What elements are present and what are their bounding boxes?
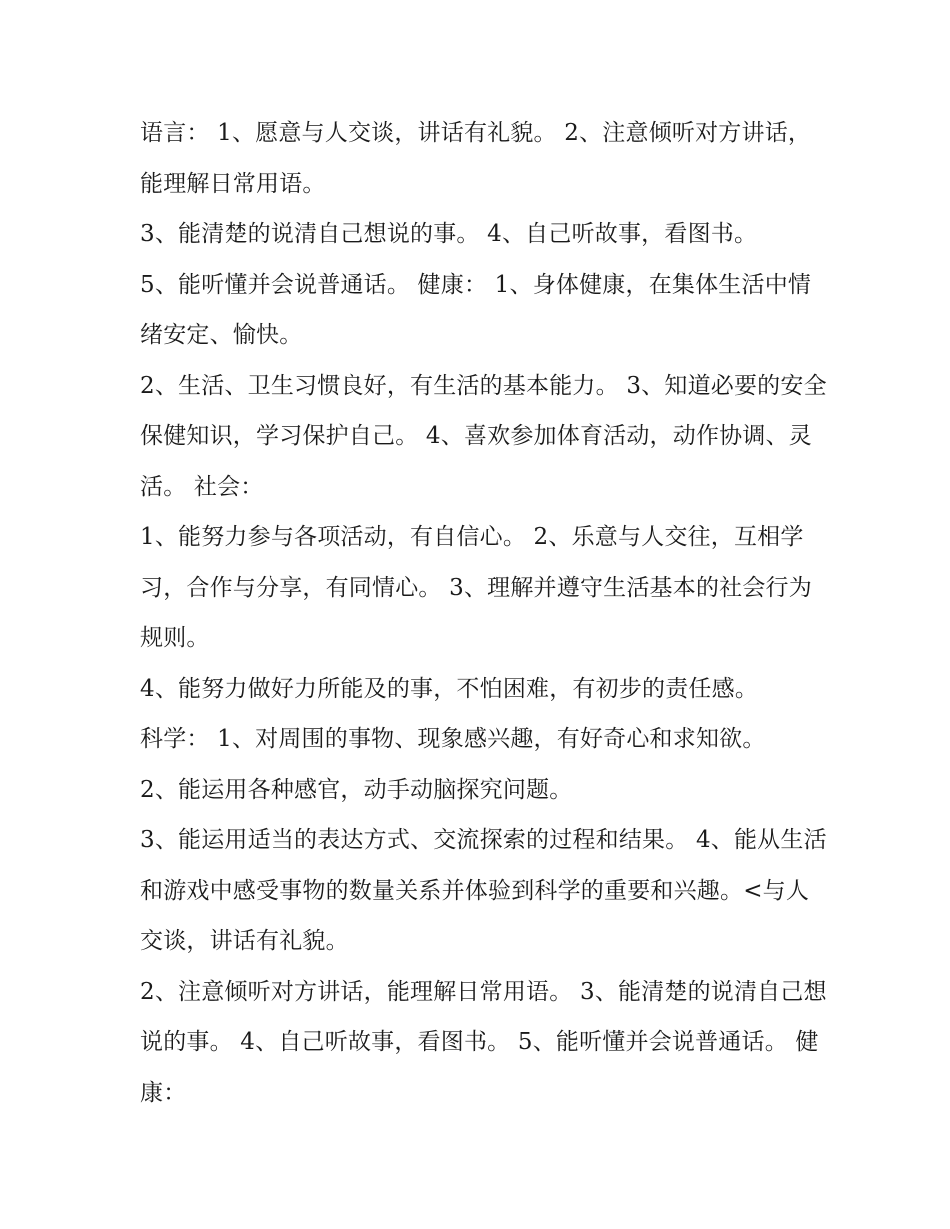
paragraph-society-cont: 4、能努力做好力所能及的事，不怕困难，有初步的责任感。: [140, 675, 759, 702]
paragraph-health: 5、能听懂并会说普通话。 健康： 1、身体健康，在集体生活中情绪安定、愉快。: [140, 271, 812, 348]
paragraph-science-more: 3、能运用适当的表达方式、交流探索的过程和结果。 4、能从生活和游戏中感受事物的数量关系并体验到科学的重要和兴趣。<与人交谈，讲话有礼貌。: [140, 827, 827, 954]
paragraph-science-cont: 2、能运用各种感官，动手动脑探究问题。: [140, 776, 573, 803]
paragraph-language: 语言： 1、愿意与人交谈，讲话有礼貌。 2、注意倾听对方讲话，能理解日常用语。: [140, 120, 812, 197]
paragraph-society: 1、能努力参与各项活动，有自信心。 2、乐意与人交往，互相学习，合作与分享，有同情心。 3、理解并遵守生活基本的社会行为规则。: [140, 524, 812, 651]
paragraph-health-cont: 2、生活、卫生习惯良好，有生活的基本能力。 3、知道必要的安全保健知识，学习保护自己。 4、喜欢参加体育活动，动作协调、灵活。 社会：: [140, 372, 827, 500]
document-body: [140, 108, 830, 1118]
paragraph-language-cont: 3、能清楚的说清自己想说的事。 4、自己听故事，看图书。: [140, 221, 758, 247]
paragraph-science: 科学： 1、对周围的事物、现象感兴趣，有好奇心和求知欲。: [140, 726, 766, 752]
paragraph-repeat: 2、注意倾听对方讲话，能理解日常用语。 3、能清楚的说清自己想说的事。 4、自己听故事，看图书。 5、能听懂并会说普通话。 健康：: [140, 978, 827, 1106]
